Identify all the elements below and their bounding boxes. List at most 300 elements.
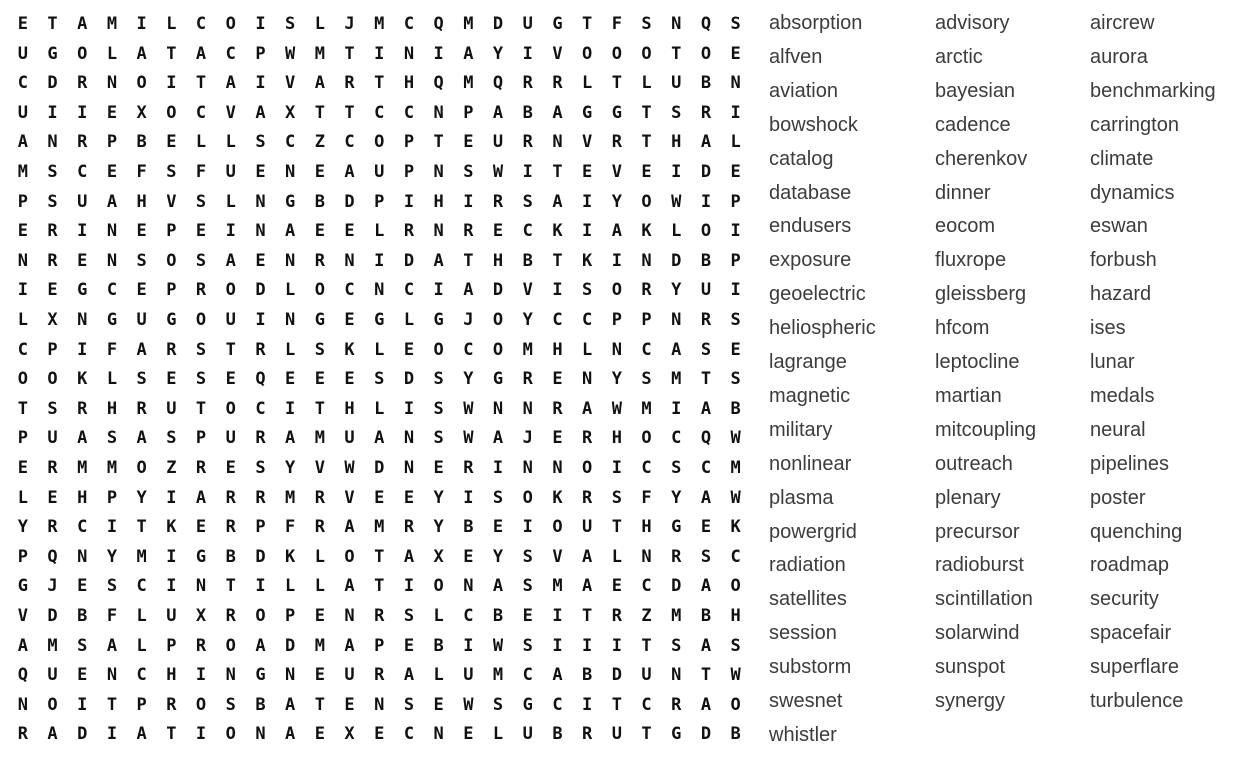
grid-cell[interactable]: S	[522, 191, 533, 212]
grid-cell[interactable]: N	[522, 398, 533, 419]
grid-cell[interactable]: L	[17, 487, 28, 508]
grid-cell[interactable]: O	[611, 280, 622, 301]
grid-cell[interactable]: E	[374, 724, 385, 745]
grid-cell[interactable]: M	[552, 576, 563, 597]
grid-cell[interactable]: C	[106, 280, 118, 301]
grid-cell[interactable]: A	[492, 428, 504, 449]
grid-cell[interactable]: N	[433, 162, 444, 182]
grid-cell[interactable]: S	[166, 162, 177, 182]
grid-cell[interactable]: N	[552, 458, 563, 478]
grid-cell[interactable]: T	[314, 694, 325, 715]
grid-cell[interactable]: O	[374, 132, 385, 153]
grid-cell[interactable]: S	[671, 635, 682, 656]
grid-cell[interactable]: D	[255, 280, 266, 301]
grid-cell[interactable]: A	[285, 694, 296, 715]
grid-cell[interactable]: I	[433, 43, 444, 64]
grid-cell[interactable]: U	[344, 665, 355, 686]
grid-cell[interactable]: A	[136, 428, 147, 449]
grid-cell[interactable]: R	[225, 606, 236, 626]
grid-cell[interactable]: X	[195, 606, 207, 626]
grid-cell[interactable]: O	[195, 694, 207, 715]
grid-cell[interactable]: J	[522, 428, 533, 449]
grid-cell[interactable]: U	[492, 132, 504, 153]
grid-cell[interactable]: U	[582, 517, 593, 538]
grid-cell[interactable]: L	[136, 606, 147, 626]
grid-cell[interactable]: Y	[492, 43, 504, 64]
grid-cell[interactable]: K	[641, 221, 652, 242]
grid-cell[interactable]: I	[403, 191, 415, 212]
grid-cell[interactable]: N	[106, 221, 118, 242]
grid-cell[interactable]: I	[463, 487, 474, 508]
grid-cell[interactable]: R	[463, 221, 474, 242]
grid-cell[interactable]: D	[374, 458, 385, 478]
grid-cell[interactable]: E	[195, 517, 207, 538]
grid-cell[interactable]: E	[730, 339, 741, 360]
grid-cell[interactable]: Z	[166, 458, 177, 478]
grid-cell[interactable]: G	[552, 14, 563, 34]
grid-cell[interactable]: T	[582, 14, 593, 34]
grid-cell[interactable]: M	[314, 43, 325, 64]
grid-cell[interactable]: C	[344, 280, 355, 301]
grid-cell[interactable]: E	[552, 428, 563, 449]
grid-cell[interactable]: R	[47, 221, 58, 242]
grid-cell[interactable]: H	[433, 191, 444, 212]
grid-cell[interactable]: I	[166, 546, 177, 567]
grid-cell[interactable]: S	[106, 576, 118, 597]
grid-cell[interactable]: U	[374, 162, 385, 182]
grid-cell[interactable]: I	[374, 43, 385, 64]
grid-cell[interactable]: N	[374, 694, 385, 715]
grid-cell[interactable]: D	[403, 369, 415, 390]
grid-cell[interactable]: S	[730, 14, 741, 34]
grid-cell[interactable]: T	[433, 132, 444, 153]
grid-cell[interactable]: P	[17, 191, 28, 212]
grid-cell[interactable]: E	[374, 487, 385, 508]
grid-cell[interactable]: E	[77, 665, 88, 686]
grid-cell[interactable]: R	[403, 517, 415, 538]
grid-cell[interactable]: L	[195, 132, 207, 153]
grid-cell[interactable]: N	[17, 250, 28, 271]
grid-cell[interactable]: S	[671, 102, 682, 123]
grid-cell[interactable]: I	[77, 339, 88, 360]
grid-cell[interactable]: T	[611, 517, 622, 538]
grid-cell[interactable]: N	[730, 73, 741, 94]
grid-cell[interactable]: R	[671, 694, 682, 715]
grid-cell[interactable]: R	[552, 73, 563, 94]
grid-cell[interactable]: C	[522, 221, 533, 242]
grid-cell[interactable]: L	[433, 665, 444, 686]
grid-cell[interactable]: S	[403, 606, 415, 626]
grid-cell[interactable]: B	[522, 250, 533, 271]
grid-cell[interactable]: N	[374, 280, 385, 301]
grid-cell[interactable]: D	[611, 665, 622, 686]
grid-cell[interactable]: V	[344, 487, 355, 508]
grid-cell[interactable]: M	[285, 487, 296, 508]
grid-cell[interactable]: T	[641, 102, 652, 123]
grid-cell[interactable]: T	[552, 162, 563, 182]
grid-cell[interactable]: Y	[136, 487, 147, 508]
grid-cell[interactable]: R	[47, 458, 58, 478]
grid-cell[interactable]: T	[166, 43, 177, 64]
grid-cell[interactable]: A	[463, 43, 474, 64]
grid-cell[interactable]: G	[671, 517, 682, 538]
grid-cell[interactable]: T	[344, 102, 355, 123]
grid-cell[interactable]: I	[463, 191, 474, 212]
grid-cell[interactable]: L	[285, 339, 296, 360]
grid-cell[interactable]: H	[492, 250, 504, 271]
grid-cell[interactable]: R	[225, 517, 236, 538]
grid-cell[interactable]: U	[136, 310, 147, 330]
grid-cell[interactable]: D	[77, 724, 88, 745]
grid-cell[interactable]: U	[47, 665, 58, 686]
grid-cell[interactable]: C	[522, 665, 533, 686]
grid-cell[interactable]: O	[136, 73, 147, 94]
grid-cell[interactable]: R	[344, 73, 355, 94]
grid-cell[interactable]: R	[77, 73, 88, 94]
grid-cell[interactable]: P	[166, 280, 177, 301]
grid-cell[interactable]: G	[285, 191, 296, 212]
grid-cell[interactable]: P	[730, 191, 741, 212]
grid-cell[interactable]: R	[611, 606, 622, 626]
grid-cell[interactable]: E	[522, 606, 533, 626]
grid-cell[interactable]: O	[47, 694, 58, 715]
grid-cell[interactable]: N	[106, 250, 118, 271]
grid-cell[interactable]: E	[582, 162, 593, 182]
grid-cell[interactable]: E	[700, 517, 712, 538]
grid-cell[interactable]: F	[136, 162, 147, 182]
grid-cell[interactable]: E	[314, 606, 325, 626]
grid-cell[interactable]: Q	[700, 14, 712, 34]
grid-cell[interactable]: R	[225, 487, 236, 508]
grid-cell[interactable]: A	[463, 280, 474, 301]
grid-cell[interactable]: A	[225, 73, 236, 94]
grid-cell[interactable]: A	[582, 546, 593, 567]
grid-cell[interactable]: L	[730, 132, 741, 153]
grid-cell[interactable]: I	[166, 73, 177, 94]
grid-cell[interactable]: G	[17, 576, 28, 597]
grid-cell[interactable]: R	[582, 724, 593, 745]
grid-cell[interactable]: U	[344, 428, 355, 449]
grid-cell[interactable]: G	[433, 310, 444, 330]
grid-cell[interactable]: X	[47, 310, 58, 330]
grid-cell[interactable]: F	[641, 487, 652, 508]
grid-cell[interactable]: M	[17, 162, 28, 182]
grid-cell[interactable]: L	[492, 724, 504, 745]
grid-cell[interactable]: O	[492, 339, 504, 360]
grid-cell[interactable]: A	[403, 546, 415, 567]
grid-cell[interactable]: E	[463, 132, 474, 153]
grid-cell[interactable]: O	[641, 428, 652, 449]
grid-cell[interactable]: E	[47, 487, 58, 508]
grid-cell[interactable]: L	[374, 221, 385, 242]
grid-cell[interactable]: L	[314, 576, 325, 597]
grid-cell[interactable]: W	[492, 635, 504, 656]
grid-cell[interactable]: V	[17, 606, 28, 626]
grid-cell[interactable]: C	[700, 458, 712, 478]
grid-cell[interactable]: Y	[492, 546, 504, 567]
grid-cell[interactable]: T	[700, 369, 712, 390]
grid-cell[interactable]: I	[582, 694, 593, 715]
grid-cell[interactable]: I	[47, 102, 58, 123]
grid-cell[interactable]: A	[136, 724, 147, 745]
grid-cell[interactable]: W	[344, 458, 355, 478]
grid-cell[interactable]: A	[195, 43, 207, 64]
grid-cell[interactable]: O	[166, 102, 177, 123]
grid-cell[interactable]: S	[136, 250, 147, 271]
grid-cell[interactable]: R	[77, 398, 88, 419]
grid-cell[interactable]: E	[255, 162, 266, 182]
grid-cell[interactable]: P	[374, 635, 385, 656]
grid-cell[interactable]: S	[730, 635, 741, 656]
grid-cell[interactable]: T	[374, 546, 385, 567]
grid-cell[interactable]: U	[671, 73, 682, 94]
grid-cell[interactable]: R	[195, 280, 207, 301]
grid-cell[interactable]: I	[255, 310, 266, 330]
grid-cell[interactable]: D	[47, 606, 58, 626]
grid-cell[interactable]: S	[463, 162, 474, 182]
grid-cell[interactable]: S	[47, 162, 58, 182]
grid-cell[interactable]: P	[463, 102, 474, 123]
grid-cell[interactable]: C	[403, 280, 415, 301]
grid-cell[interactable]: J	[47, 576, 58, 597]
grid-cell[interactable]: R	[166, 694, 177, 715]
grid-cell[interactable]: B	[730, 398, 741, 419]
grid-cell[interactable]: N	[77, 546, 88, 567]
grid-cell[interactable]: I	[552, 280, 563, 301]
grid-cell[interactable]: A	[552, 102, 563, 123]
grid-cell[interactable]: E	[225, 458, 236, 478]
grid-cell[interactable]: B	[522, 102, 533, 123]
grid-cell[interactable]: E	[225, 369, 236, 390]
grid-cell[interactable]: I	[136, 14, 147, 34]
grid-cell[interactable]: G	[195, 546, 207, 567]
grid-cell[interactable]: W	[463, 428, 474, 449]
grid-cell[interactable]: W	[463, 694, 474, 715]
grid-cell[interactable]: M	[463, 14, 474, 34]
grid-cell[interactable]: R	[374, 665, 385, 686]
grid-cell[interactable]: L	[285, 576, 296, 597]
grid-cell[interactable]: T	[641, 635, 652, 656]
grid-cell[interactable]: A	[374, 428, 385, 449]
grid-cell[interactable]: P	[17, 428, 28, 449]
grid-cell[interactable]: O	[47, 369, 58, 390]
grid-cell[interactable]: L	[671, 221, 682, 242]
grid-cell[interactable]: P	[166, 635, 177, 656]
grid-cell[interactable]: V	[552, 43, 563, 64]
grid-cell[interactable]: U	[225, 310, 236, 330]
grid-cell[interactable]: G	[106, 310, 118, 330]
grid-cell[interactable]: P	[136, 694, 147, 715]
grid-cell[interactable]: U	[641, 665, 652, 686]
grid-cell[interactable]: B	[314, 191, 325, 212]
grid-cell[interactable]: T	[225, 339, 236, 360]
grid-cell[interactable]: C	[403, 724, 415, 745]
grid-cell[interactable]: C	[582, 310, 593, 330]
grid-cell[interactable]: I	[611, 635, 622, 656]
grid-cell[interactable]: O	[314, 280, 325, 301]
grid-cell[interactable]: R	[611, 132, 622, 153]
grid-cell[interactable]: I	[77, 694, 88, 715]
grid-cell[interactable]: N	[433, 221, 444, 242]
grid-cell[interactable]: S	[730, 369, 741, 390]
grid-cell[interactable]: R	[700, 310, 712, 330]
grid-cell[interactable]: L	[106, 369, 118, 390]
grid-cell[interactable]: N	[344, 606, 355, 626]
grid-cell[interactable]: E	[492, 221, 504, 242]
grid-cell[interactable]: S	[433, 428, 444, 449]
grid-cell[interactable]: M	[77, 458, 88, 478]
grid-cell[interactable]: O	[195, 310, 207, 330]
grid-cell[interactable]: A	[136, 43, 147, 64]
grid-cell[interactable]: L	[403, 310, 415, 330]
grid-cell[interactable]: I	[671, 162, 682, 182]
grid-cell[interactable]: I	[582, 191, 593, 212]
grid-cell[interactable]: R	[314, 487, 325, 508]
grid-cell[interactable]: D	[700, 162, 712, 182]
grid-cell[interactable]: G	[255, 665, 266, 686]
grid-cell[interactable]: S	[730, 310, 741, 330]
grid-cell[interactable]: T	[17, 398, 28, 419]
grid-cell[interactable]: N	[106, 73, 118, 94]
grid-cell[interactable]: G	[522, 694, 533, 715]
grid-cell[interactable]: A	[700, 576, 712, 597]
grid-cell[interactable]: C	[17, 73, 28, 94]
grid-cell[interactable]: F	[285, 517, 296, 538]
grid-cell[interactable]: I	[611, 250, 622, 271]
grid-cell[interactable]: D	[344, 191, 355, 212]
grid-cell[interactable]: N	[195, 576, 207, 597]
grid-cell[interactable]: H	[403, 73, 415, 94]
grid-cell[interactable]: T	[641, 724, 652, 745]
grid-cell[interactable]: V	[285, 73, 296, 94]
grid-cell[interactable]: I	[611, 458, 622, 478]
grid-cell[interactable]: C	[136, 665, 147, 686]
grid-cell[interactable]: E	[344, 310, 355, 330]
grid-cell[interactable]: S	[77, 635, 88, 656]
grid-cell[interactable]: N	[641, 250, 652, 271]
grid-cell[interactable]: G	[492, 369, 504, 390]
grid-cell[interactable]: M	[671, 369, 682, 390]
grid-cell[interactable]: S	[47, 191, 58, 212]
grid-cell[interactable]: A	[700, 694, 712, 715]
grid-cell[interactable]: P	[255, 517, 266, 538]
grid-cell[interactable]: S	[433, 369, 444, 390]
grid-cell[interactable]: W	[730, 487, 741, 508]
grid-cell[interactable]: N	[641, 546, 652, 567]
grid-cell[interactable]: B	[255, 694, 266, 715]
grid-cell[interactable]: I	[166, 576, 177, 597]
grid-cell[interactable]: R	[463, 458, 474, 478]
grid-cell[interactable]: L	[136, 635, 147, 656]
grid-cell[interactable]: T	[463, 250, 474, 271]
grid-cell[interactable]: E	[611, 576, 622, 597]
grid-cell[interactable]: E	[730, 162, 741, 182]
grid-cell[interactable]: L	[285, 280, 296, 301]
grid-cell[interactable]: S	[671, 458, 682, 478]
grid-cell[interactable]: L	[374, 398, 385, 419]
grid-cell[interactable]: E	[314, 162, 325, 182]
grid-cell[interactable]: S	[195, 339, 207, 360]
grid-cell[interactable]: E	[106, 162, 118, 182]
grid-cell[interactable]: N	[225, 665, 236, 686]
grid-cell[interactable]: Y	[671, 487, 682, 508]
grid-cell[interactable]: R	[314, 517, 325, 538]
grid-cell[interactable]: H	[552, 339, 563, 360]
grid-cell[interactable]: O	[492, 310, 504, 330]
grid-cell[interactable]: U	[522, 724, 533, 745]
grid-cell[interactable]: C	[77, 517, 88, 538]
grid-cell[interactable]: T	[374, 73, 385, 94]
grid-cell[interactable]: I	[522, 162, 533, 182]
grid-cell[interactable]: F	[106, 339, 118, 360]
grid-cell[interactable]: P	[285, 606, 296, 626]
grid-cell[interactable]: A	[47, 724, 58, 745]
grid-cell[interactable]: I	[552, 606, 563, 626]
grid-cell[interactable]: N	[47, 132, 58, 153]
grid-cell[interactable]: O	[17, 369, 28, 390]
grid-cell[interactable]: T	[552, 250, 563, 271]
grid-cell[interactable]: D	[671, 250, 682, 271]
grid-cell[interactable]: S	[433, 398, 444, 419]
grid-cell[interactable]: G	[47, 43, 58, 64]
grid-cell[interactable]: R	[77, 132, 88, 153]
grid-cell[interactable]: A	[492, 102, 504, 123]
grid-cell[interactable]: Y	[463, 369, 474, 390]
grid-cell[interactable]: B	[700, 606, 712, 626]
grid-cell[interactable]: A	[285, 428, 296, 449]
grid-cell[interactable]: E	[285, 369, 296, 390]
grid-cell[interactable]: U	[77, 191, 88, 212]
grid-cell[interactable]: T	[314, 102, 325, 123]
grid-cell[interactable]: U	[166, 606, 177, 626]
grid-cell[interactable]: O	[344, 546, 355, 567]
grid-cell[interactable]: Y	[611, 191, 622, 212]
grid-cell[interactable]: B	[582, 665, 593, 686]
grid-cell[interactable]: O	[225, 724, 236, 745]
grid-cell[interactable]: L	[106, 43, 118, 64]
grid-cell[interactable]: S	[195, 369, 207, 390]
grid-cell[interactable]: Q	[433, 73, 444, 94]
grid-cell[interactable]: E	[403, 635, 415, 656]
grid-cell[interactable]: H	[344, 398, 355, 419]
grid-cell[interactable]: S	[285, 14, 296, 34]
grid-cell[interactable]: E	[47, 280, 58, 301]
grid-cell[interactable]: W	[285, 43, 296, 64]
grid-cell[interactable]: I	[255, 576, 266, 597]
grid-cell[interactable]: A	[17, 635, 28, 656]
grid-cell[interactable]: T	[611, 694, 622, 715]
grid-cell[interactable]: B	[730, 724, 741, 745]
grid-cell[interactable]: N	[285, 162, 296, 182]
grid-cell[interactable]: S	[314, 339, 325, 360]
grid-cell[interactable]: H	[641, 517, 652, 538]
grid-cell[interactable]: J	[344, 14, 355, 34]
grid-cell[interactable]: S	[641, 14, 652, 34]
grid-cell[interactable]: I	[195, 724, 207, 745]
grid-cell[interactable]: N	[403, 43, 415, 64]
grid-cell[interactable]: N	[344, 250, 355, 271]
grid-cell[interactable]: A	[255, 102, 266, 123]
grid-cell[interactable]: K	[552, 487, 563, 508]
grid-cell[interactable]: R	[195, 635, 207, 656]
grid-cell[interactable]: N	[433, 724, 444, 745]
grid-cell[interactable]: O	[730, 694, 741, 715]
grid-cell[interactable]: P	[641, 310, 652, 330]
grid-cell[interactable]: E	[17, 458, 28, 478]
grid-cell[interactable]: T	[641, 132, 652, 153]
grid-cell[interactable]: N	[492, 398, 504, 419]
grid-cell[interactable]: E	[77, 250, 88, 271]
